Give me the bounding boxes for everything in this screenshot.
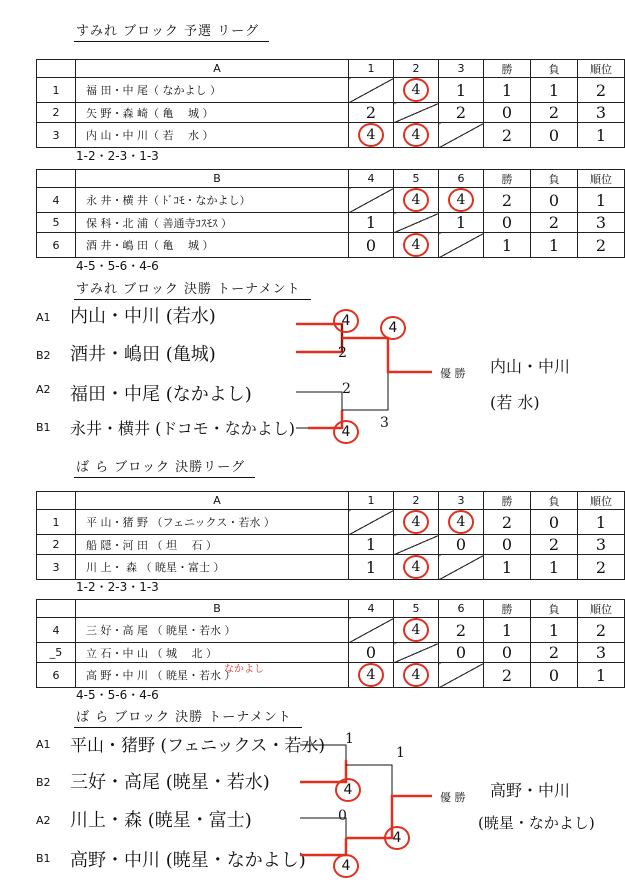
score-cell: 0 (439, 643, 484, 663)
loss-count: 2 (531, 535, 578, 555)
loss-count: 0 (531, 510, 578, 535)
header-rank: 順位 (578, 600, 625, 618)
sumire-score-m2-bottom: 4 (333, 420, 359, 444)
row-number: 3 (37, 555, 76, 580)
header-col-2: 2 (394, 60, 439, 78)
win-count: 1 (484, 233, 531, 258)
bara-entry-b2: 三好・高尾 (暁星・若水) (70, 772, 270, 793)
header-loss: 負 (531, 170, 578, 188)
win-count: 2 (484, 510, 531, 535)
sumire-winner-club: (若 水) (490, 393, 540, 412)
rank: 2 (578, 233, 625, 258)
sumire-score-m1-bottom: 2 (338, 345, 347, 361)
win-count: 0 (484, 535, 531, 555)
bara-score-final-bottom: 4 (384, 826, 410, 850)
sumire-seed-b1: B1 (36, 421, 51, 434)
row-number: 1 (37, 78, 76, 103)
header-win: 勝 (484, 492, 531, 510)
header-col-4: 4 (349, 600, 394, 618)
row-number: 1 (37, 510, 76, 535)
bara-score-m2-top: 0 (338, 808, 347, 824)
win-count: 0 (484, 643, 531, 663)
winning-score: 4 (403, 78, 429, 102)
bara-seed-b1: B1 (36, 852, 51, 865)
sumire-winner-label: 優 勝 (440, 367, 466, 380)
winning-score: 4 (403, 663, 429, 687)
header-group: B (76, 170, 349, 188)
row-number: 2 (37, 535, 76, 555)
bara-entry-b1: 高野・中川 (暁星・なかよし) (70, 850, 306, 871)
win-count: 0 (484, 103, 531, 123)
header-rank: 順位 (578, 170, 625, 188)
header-col-2: 2 (394, 492, 439, 510)
team-name: 平 山・猪 野 （フェニックス・若水 ） (76, 510, 349, 535)
win-count: 1 (484, 555, 531, 580)
sumire-entry-b2: 酒井・嶋田 (亀城) (70, 344, 216, 365)
loss-count: 0 (531, 663, 578, 688)
row-number: 3 (37, 123, 76, 148)
header-col-1: 1 (349, 492, 394, 510)
header-col-3: 3 (439, 60, 484, 78)
rank: 1 (578, 188, 625, 213)
header-win: 勝 (484, 60, 531, 78)
team-name: 内 山・中 川（ 若 水 ） (76, 123, 349, 148)
team-name: 川 上・ 森 （ 暁星・富士 ） (76, 555, 349, 580)
rank: 3 (578, 213, 625, 233)
header-col-3: 3 (439, 492, 484, 510)
winning-score: 4 (403, 123, 429, 147)
row-number: 6 (37, 663, 76, 688)
team-name: 船 隠・河 田 （ 坦 石 ） (76, 535, 349, 555)
header-win: 勝 (484, 170, 531, 188)
winning-score: 4 (403, 555, 429, 579)
loss-count: 2 (531, 643, 578, 663)
row-number: 2 (37, 103, 76, 123)
bara-score-m2-bottom: 4 (333, 854, 359, 878)
header-loss: 負 (531, 600, 578, 618)
sumire-league-title: すみれ ブロック 予選 リーグ (76, 20, 259, 39)
score-cell: 2 (439, 618, 484, 643)
sumire-score-final-top: 4 (380, 316, 406, 340)
header-col-6: 6 (439, 170, 484, 188)
bara-score-final-top: 1 (396, 745, 405, 761)
header-rank: 順位 (578, 60, 625, 78)
row-number: 4 (37, 188, 76, 213)
team-name: 保 科・北 浦（ 善通寺ｺｽﾓｽ ） (76, 213, 349, 233)
row-number: 6 (37, 233, 76, 258)
winning-score: 4 (358, 123, 384, 147)
score-cell: 0 (349, 643, 394, 663)
score-cell: 2 (349, 103, 394, 123)
header-col-4: 4 (349, 170, 394, 188)
header-win: 勝 (484, 600, 531, 618)
header-col-6: 6 (439, 600, 484, 618)
row-number: _5 (37, 643, 76, 663)
loss-count: 1 (531, 233, 578, 258)
bara-score-m1-top: 1 (345, 731, 354, 747)
header-col-1: 1 (349, 60, 394, 78)
row-number: 4 (37, 618, 76, 643)
bara-entry-a2: 川上・森 (暁星・富士) (70, 810, 252, 831)
bara-seed-a2: A2 (36, 814, 51, 827)
rank: 3 (578, 103, 625, 123)
bara-seed-a1: A1 (36, 738, 51, 751)
score-cell: 1 (439, 213, 484, 233)
score-cell: 1 (349, 213, 394, 233)
loss-count: 1 (531, 618, 578, 643)
header-group: A (76, 60, 349, 78)
team-name: 高 野・中 川 （ 暁星・若水 ） (76, 663, 349, 688)
sumire-entry-b1: 永井・横井 (ドコモ・なかよし) (70, 419, 295, 438)
loss-count: 0 (531, 123, 578, 148)
sumire-b-match-order: 4-5・5-6・4-6 (76, 259, 159, 273)
winning-score: 4 (403, 618, 429, 642)
team-name: 酒 井・嶋 田（ 亀 城 ） (76, 233, 349, 258)
score-cell: 1 (349, 535, 394, 555)
loss-count: 1 (531, 78, 578, 103)
bara-b-match-order: 4-5・5-6・4-6 (76, 688, 159, 702)
loss-count: 1 (531, 555, 578, 580)
win-count: 1 (484, 78, 531, 103)
header-loss: 負 (531, 60, 578, 78)
sumire-score-m2-top: 2 (342, 381, 351, 397)
score-cell: 2 (439, 103, 484, 123)
winning-score: 4 (448, 510, 474, 534)
score-cell: 0 (439, 535, 484, 555)
bara-winner-club: (暁星・なかよし) (478, 814, 595, 832)
bara-entry-a1: 平山・猪野 (フェニックス・若水) (70, 736, 325, 756)
sumire-winner-name: 内山・中川 (490, 357, 571, 376)
bara-score-m1-bottom: 4 (335, 778, 361, 802)
sumire-a-match-order: 1-2・2-3・1-3 (76, 149, 159, 163)
bara-correction-note: なかよし (224, 664, 264, 675)
rank: 3 (578, 643, 625, 663)
loss-count: 2 (531, 213, 578, 233)
team-name: 永 井・横 井（ ﾄﾞｺﾓ・なかよし） (76, 188, 349, 213)
sumire-seed-a2: A2 (36, 383, 51, 396)
win-count: 0 (484, 213, 531, 233)
score-cell: 1 (349, 555, 394, 580)
header-loss: 負 (531, 492, 578, 510)
score-cell: 0 (349, 233, 394, 258)
bara-seed-b2: B2 (36, 776, 51, 789)
sumire-score-final-bottom: 3 (380, 415, 389, 431)
loss-count: 0 (531, 188, 578, 213)
rank: 1 (578, 663, 625, 688)
rank: 3 (578, 535, 625, 555)
team-name: 福 田・中 尾（ なかよし ） (76, 78, 349, 103)
rank: 2 (578, 555, 625, 580)
sumire-seed-a1: A1 (36, 311, 51, 324)
bara-winner-name: 高野・中川 (490, 781, 571, 800)
header-group: B (76, 600, 349, 618)
score-cell: 1 (439, 78, 484, 103)
winning-score: 4 (448, 188, 474, 212)
winning-score: 4 (358, 663, 384, 687)
win-count: 2 (484, 123, 531, 148)
header-col-5: 5 (394, 600, 439, 618)
rank: 1 (578, 510, 625, 535)
win-count: 2 (484, 188, 531, 213)
bara-tournament-title: ば ら ブロック 決勝 トーナメント (76, 706, 292, 725)
sumire-seed-b2: B2 (36, 349, 51, 362)
sumire-score-m1-top: 4 (333, 309, 359, 333)
bara-league-title: ば ら ブロック 決勝リーグ (76, 456, 245, 475)
team-name: 三 好・高 尾 （ 暁星・若水 ） (76, 618, 349, 643)
row-number: 5 (37, 213, 76, 233)
rank: 2 (578, 78, 625, 103)
team-name: 立 石・中 山 （ 城 北 ） (76, 643, 349, 663)
win-count: 2 (484, 663, 531, 688)
win-count: 1 (484, 618, 531, 643)
winning-score: 4 (403, 188, 429, 212)
header-group: A (76, 492, 349, 510)
rank: 2 (578, 618, 625, 643)
loss-count: 2 (531, 103, 578, 123)
rank: 1 (578, 123, 625, 148)
sumire-tournament-title: すみれ ブロック 決勝 トーナメント (76, 278, 301, 297)
bara-a-match-order: 1-2・2-3・1-3 (76, 580, 159, 594)
sumire-entry-a2: 福田・中尾 (なかよし) (70, 384, 252, 405)
header-rank: 順位 (578, 492, 625, 510)
sumire-entry-a1: 内山・中川 (若水) (70, 306, 216, 327)
header-col-5: 5 (394, 170, 439, 188)
winning-score: 4 (403, 510, 429, 534)
team-name: 矢 野・森 崎（ 亀 城 ） (76, 103, 349, 123)
bara-winner-label: 優 勝 (440, 791, 466, 804)
winning-score: 4 (403, 233, 429, 257)
